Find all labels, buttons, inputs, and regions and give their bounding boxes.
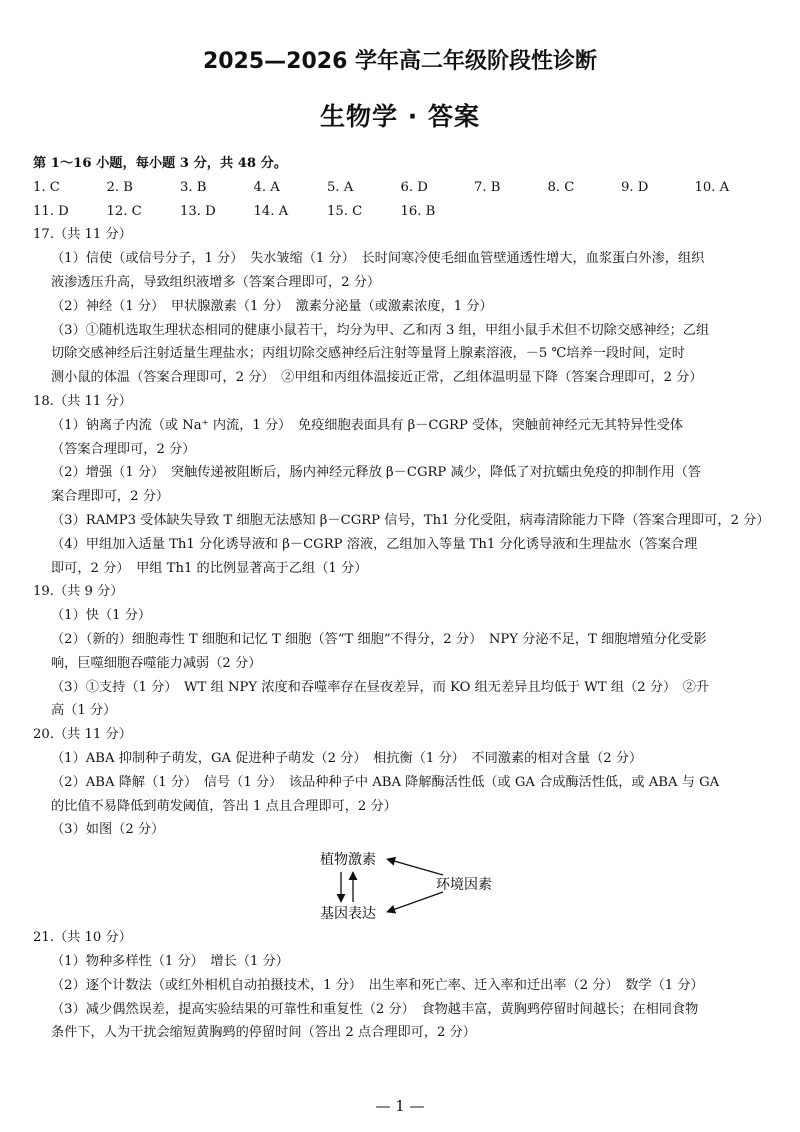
mc-answer: 12. C: [106, 203, 142, 219]
mc-answer: 11. D: [33, 203, 69, 219]
mc-answers-row-1: [33, 176, 773, 200]
q19-heading: 19.（共 9 分）: [33, 584, 124, 600]
q17-heading: 17.（共 11 分）: [33, 227, 132, 243]
page-number: — 1 —: [375, 1097, 425, 1115]
arrow-env-to-hormone: [387, 859, 443, 875]
mc-answer: 13. D: [180, 203, 216, 219]
mc-answer: 16. B: [400, 203, 436, 219]
q18-answer-line: 即可，2 分） 甲组 Th1 的比例显著高于乙组（1 分）: [51, 560, 368, 576]
q18-answer-line: （2）增强（1 分） 突触传递被阻断后，肠内神经元释放 β－CGRP 减少，降低了对抗蠕虫免疫的抑制作用（答: [51, 465, 702, 481]
q20-answer-line: （3）如图（2 分）: [51, 822, 165, 838]
q17-answer-line: （3）①随机选取生理状态相同的健康小鼠若干，均分为甲、乙和丙 3 组，甲组小鼠手术但不切除交感神经；乙组: [51, 322, 710, 338]
q18-answer-line: 案合理即可，2 分）: [51, 489, 170, 505]
mc-answer: 5. A: [327, 179, 354, 195]
answer-content: [33, 152, 773, 1045]
node-plant-hormone: 植物激素: [320, 852, 376, 869]
exam-subtitle: 生物学 · 答案: [320, 102, 480, 131]
q21-answer-line: （3）减少偶然误差，提高实验结果的可靠性和重复性（2 分） 食物越丰富，黄胸鹀停留时间越长；在相同食物: [51, 1001, 699, 1017]
mc-answer: 1. C: [33, 179, 60, 195]
q20-heading: 20.（共 11 分）: [33, 727, 132, 743]
q21-answer-line: （2）逐个计数法（或红外相机自动拍摄技术，1 分） 出生率和死亡率、迁入率和迁出率（2 分） 数学（1 分）: [51, 977, 704, 993]
q17-answer-line: 液渗透压升高，导致组织液增多（答案合理即可，2 分）: [51, 274, 381, 290]
node-gene-expression: 基因表达: [320, 906, 376, 923]
q21-heading: 21.（共 10 分）: [33, 930, 132, 946]
q17-answer-line: （2）神经（1 分） 甲状腺激素（1 分） 激素分泌量（或激素浓度，1 分）: [51, 298, 493, 314]
q19-answer-line: （3）①支持（1 分） WT 组 NPY 浓度和吞噬率存在昼夜差异，而 KO 组无差异且均低于 WT 组（2 分） ②升: [51, 679, 710, 695]
mc-intro: 第 1～16 小题，每小题 3 分，共 48 分。: [33, 156, 288, 171]
mc-answer: 15. C: [327, 203, 363, 219]
exam-title: 2025—2026 学年高二年级阶段性诊断: [202, 49, 598, 74]
q18-answer-line: （3）RAMP3 受体缺失导致 T 细胞无法感知 β－CGRP 信号，Th1 分化受阻，病毒清除能力下降（答案合理即可，2 分）: [51, 512, 770, 528]
mc-answer: 9. D: [621, 179, 649, 195]
q18-answer-line: （答案合理即可，2 分）: [51, 441, 196, 457]
mc-answer: 6. D: [400, 179, 428, 195]
q20-answer-line: （2）ABA 降解（1 分） 信号（1 分） 该品种种子中 ABA 降解酶活性低（或 GA 合成酶活性低，或 ABA 与 GA: [51, 774, 720, 790]
q21-answer-line: （1）物种多样性（1 分） 增长（1 分）: [51, 953, 289, 969]
mc-answer: 3. B: [180, 179, 207, 195]
mc-answer: 10. A: [694, 179, 730, 195]
q17-answer-line: （1）信使（或信号分子，1 分） 失水皱缩（1 分） 长时间寒冷使毛细血管壁通透性增大，血浆蛋白外渗，组织: [51, 251, 705, 267]
q20-answer-line: （1）ABA 抑制种子萌发，GA 促进种子萌发（2 分） 相抗衡（1 分） 不同激素的相对含量（2 分）: [51, 750, 643, 766]
q19-answer-line: 高（1 分）: [51, 703, 117, 719]
q18-answer-line: （1）钠离子内流（或 Na⁺ 内流，1 分） 免疫细胞表面具有 β－CGRP 受体，突触前神经元无其特异性受体: [51, 417, 684, 433]
q20-answer-line: 的比值不易降低到萌发阈值，答出 1 点且合理即可，2 分）: [51, 798, 397, 814]
regulation-diagram: [33, 842, 773, 926]
q18-heading: 18.（共 11 分）: [33, 393, 132, 409]
q19-answer-line: 响，巨噬细胞吞噬能力减弱（2 分）: [51, 655, 262, 671]
q21-answer-line: 条件下，人为干扰会缩短黄胸鹀的停留时间（答出 2 点合理即可，2 分）: [51, 1025, 476, 1041]
q18-answer-line: （4）甲组加入适量 Th1 分化诱导液和 β－CGRP 溶液，乙组加入等量 Th1 分化诱导液和生理盐水（答案合理: [51, 536, 698, 552]
q17-answer-line: 切除交感神经后注射适量生理盐水；丙组切除交感神经后注射等量肾上腺素溶液，－5 ℃培养一段时间，定时: [51, 346, 685, 362]
q19-answer-line: （1）快（1 分）: [51, 608, 152, 624]
mc-answer: 14. A: [253, 203, 289, 219]
arrow-env-to-gene: [387, 892, 443, 912]
mc-answer: 8. C: [547, 179, 575, 195]
mc-answer: 7. B: [474, 179, 501, 195]
q17-answer-line: 测小鼠的体温（答案合理即可，2 分） ②甲组和丙组体温接近正常，乙组体温明显下降（答案合理即可，2 分）: [51, 370, 703, 386]
node-environment: 环境因素: [436, 877, 492, 894]
mc-answer: 4. A: [253, 179, 280, 195]
mc-answer: 2. B: [106, 179, 133, 195]
regulation-diagram-svg: [33, 842, 773, 926]
mc-answers-row-2: [33, 200, 773, 224]
q19-answer-line: （2）（新的）细胞毒性 T 细胞和记忆 T 细胞（答“T 细胞”不得分，2 分） NPY 分泌不足，T 细胞增殖分化受影: [51, 631, 707, 647]
